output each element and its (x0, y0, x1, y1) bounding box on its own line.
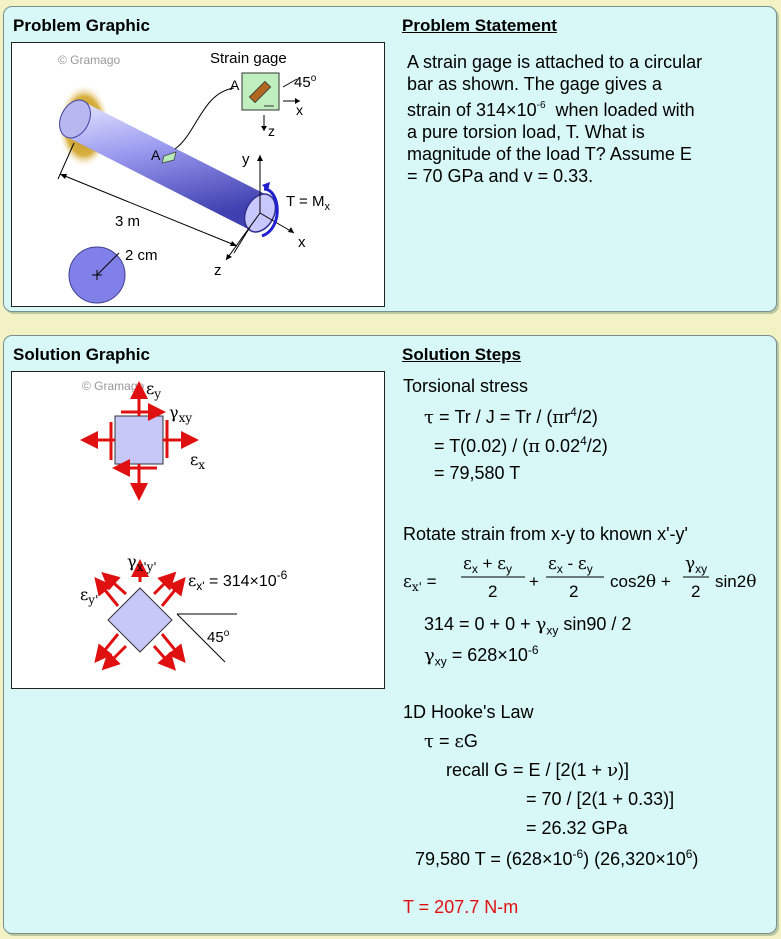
g-equation-3: = 26.32 GPa (526, 818, 628, 838)
element-square (115, 416, 163, 464)
gage-leader-line (175, 88, 234, 149)
torsional-stress-heading: Torsional stress (403, 376, 529, 396)
problem-panel (3, 6, 777, 312)
rotated-angle-label: 45$^o$ (207, 628, 230, 646)
gamma-xpyp-label: $\gamma_{x'y'}$ (127, 552, 157, 574)
statement-line: A strain gage is attached to a circular (407, 52, 703, 72)
eps-xp-label: $\varepsilon_{x'} = 314\times 10^{-6}$ (188, 568, 288, 593)
problem-statement-title: Problem Statement (402, 16, 557, 35)
svg-text:γxy: $\gamma_{xy}$ (685, 554, 708, 576)
final-answer: T = 207.7 N-m (403, 897, 519, 917)
solution-steps-title: Solution Steps (402, 345, 521, 364)
strain-element-figure (12, 372, 384, 688)
svg-text:2: 2 (691, 582, 701, 601)
gage-a-label: A (230, 77, 240, 93)
rotate-strain-heading: Rotate strain from x-y to known x'-y' (403, 524, 688, 544)
solution-panel (3, 335, 777, 934)
z-axis-label: z (214, 262, 222, 279)
strain-gage-label: Strain gage (210, 50, 287, 67)
torsion-bar-figure (12, 43, 384, 306)
statement-line: magnitude of the load T? Assume E (407, 144, 692, 164)
problem-statement-text (407, 51, 772, 187)
g-equation-2: = 70 / [2(1 + 0.33)] (526, 789, 675, 809)
radius-label: 2 cm (125, 247, 158, 264)
svg-text:sin2θ: sin2θ (715, 572, 757, 592)
gage-z-label: z (268, 123, 275, 139)
tau-eps-g: τ = εG (424, 731, 478, 752)
strain-transformation-equation (403, 551, 775, 609)
statement-line: strain of $314\times 10^{-6}$ when loaded with (407, 100, 695, 120)
svg-text:cos2θ +: cos2θ + (610, 572, 671, 592)
svg-text:εx - εy: $\varepsilon_x - \varepsilon_y$ (548, 554, 593, 576)
statement-line: a pure torsion load, T. What is (407, 122, 645, 142)
torque-label: $T = M_x$ (286, 193, 330, 213)
statement-line: bar as shown. The gage gives a (407, 74, 662, 94)
svg-text:+: + (529, 572, 539, 591)
eps-yp-label: $\varepsilon_{y'}$ (80, 585, 99, 607)
final-equation: 79,580 $T = (628\times 10^{-6})$ $(26,320\times 10^6)$ (415, 847, 699, 869)
solution-graphic (11, 371, 385, 689)
point-a-label: A (151, 147, 161, 163)
svg-text:εx + εy: $\varepsilon_x + \varepsilon_y$ (463, 554, 512, 576)
statement-line: = 70 GPa and v = 0.33. (407, 166, 594, 186)
recall-g-equation: recall G = E / [2(1 + ν)] (446, 760, 630, 781)
gamma-xy-result: $\gamma_{xy} = 628\times 10^{-6}$ (424, 643, 539, 669)
problem-graphic-title: Problem Graphic (13, 16, 150, 35)
svg-text:2: 2 (488, 582, 498, 601)
copyright-text: © Gramago (58, 53, 121, 67)
gage-x-label: x (296, 102, 303, 118)
rotated-element (108, 588, 172, 652)
length-label: 3 m (115, 213, 141, 230)
copyright-text: © Gramago (82, 379, 145, 393)
tau-equation-2: = T(0.02) / (π 0.02$^4$/2) (434, 434, 608, 457)
hooke-law-heading: 1D Hooke's Law (403, 702, 534, 722)
circular-bar (67, 101, 267, 231)
gamma-xy-label: $\gamma_{xy}$ (169, 403, 193, 425)
problem-graphic (11, 42, 385, 307)
svg-text:2: 2 (569, 582, 579, 601)
solution-graphic-title: Solution Graphic (13, 345, 150, 364)
gage-angle-label: 45$^o$ (294, 73, 317, 91)
strain-equation-314: $314 = 0 + 0 + \gamma_{xy}$ sin90 / 2 (424, 614, 632, 638)
svg-text:εx' =: $\varepsilon_{x'}$ = (403, 572, 437, 594)
eps-y-label: $\varepsilon_y$ (146, 379, 162, 401)
x-axis-label: x (298, 234, 306, 251)
eps-x-label: $\varepsilon_x$ (190, 450, 206, 472)
tau-equation-1: $\tau = Tr / J = Tr / (\pi r^4/2)$ (424, 405, 598, 428)
tau-equation-3: = 79,580 T (434, 463, 521, 483)
y-axis-label: y (242, 151, 250, 168)
